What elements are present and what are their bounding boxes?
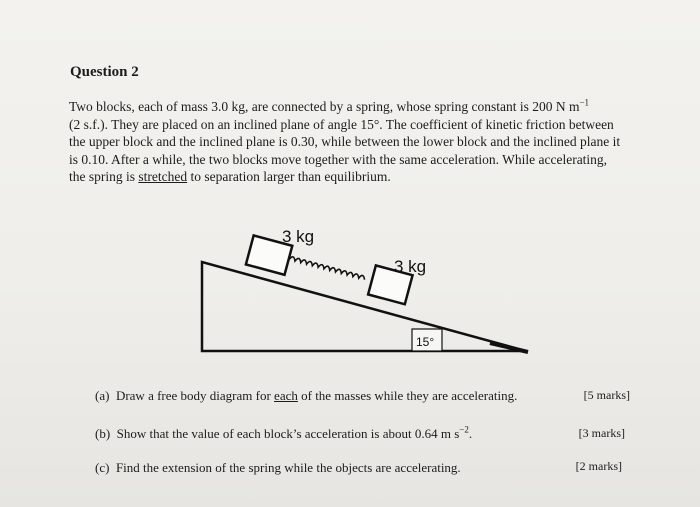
incline-figure (190, 218, 540, 363)
paragraph-line: the spring is stretched to separation larger than equilibrium. (69, 169, 391, 184)
paragraph-line: (2 s.f.). They are placed on an inclined plane of angle 15°. The coefficient of kinetic friction between (69, 116, 614, 132)
paragraph-line: the upper block and the inclined plane is 0.30, while between the lower block and the inclined plane it (69, 134, 621, 149)
spring (289, 256, 365, 280)
lower-mass-label: 3 kg (394, 257, 427, 276)
question-part-b: (b) Show that the value of each block’s acceleration is about 0.64 m $s^{-2}$. (95, 424, 473, 441)
angle-label: 15° (416, 335, 435, 349)
question-title: Question 2 (70, 64, 139, 80)
unit-exponent: −1 (579, 97, 590, 108)
marks-badge: [5 marks] (583, 388, 630, 402)
question-part-c: (c) Find the extension of the spring while the objects are accelerating. (95, 460, 461, 475)
paragraph-line: Two blocks, each of mass 3.0 kg, are connected by a spring, whose spring constant is 200 N $m^{-1}$ (69, 97, 590, 114)
marks-badge: [3 marks] (578, 426, 625, 440)
question-part-a: (a) Draw a free body diagram for each of the masses while they are accelerating. (95, 388, 518, 403)
inclined-plane (202, 262, 526, 351)
incline-diagram (190, 218, 540, 363)
question-paragraph (69, 98, 669, 186)
upper-mass-label: 3 kg (282, 227, 315, 246)
underlined-word: stretched (138, 169, 188, 184)
underlined-word: each (274, 388, 298, 403)
marks-badge: [2 marks] (575, 459, 622, 473)
paragraph-line: is 0.10. After a while, the two blocks move together with the same acceleration. While accelerating, (69, 151, 608, 167)
unit-exponent: −2 (459, 424, 469, 435)
